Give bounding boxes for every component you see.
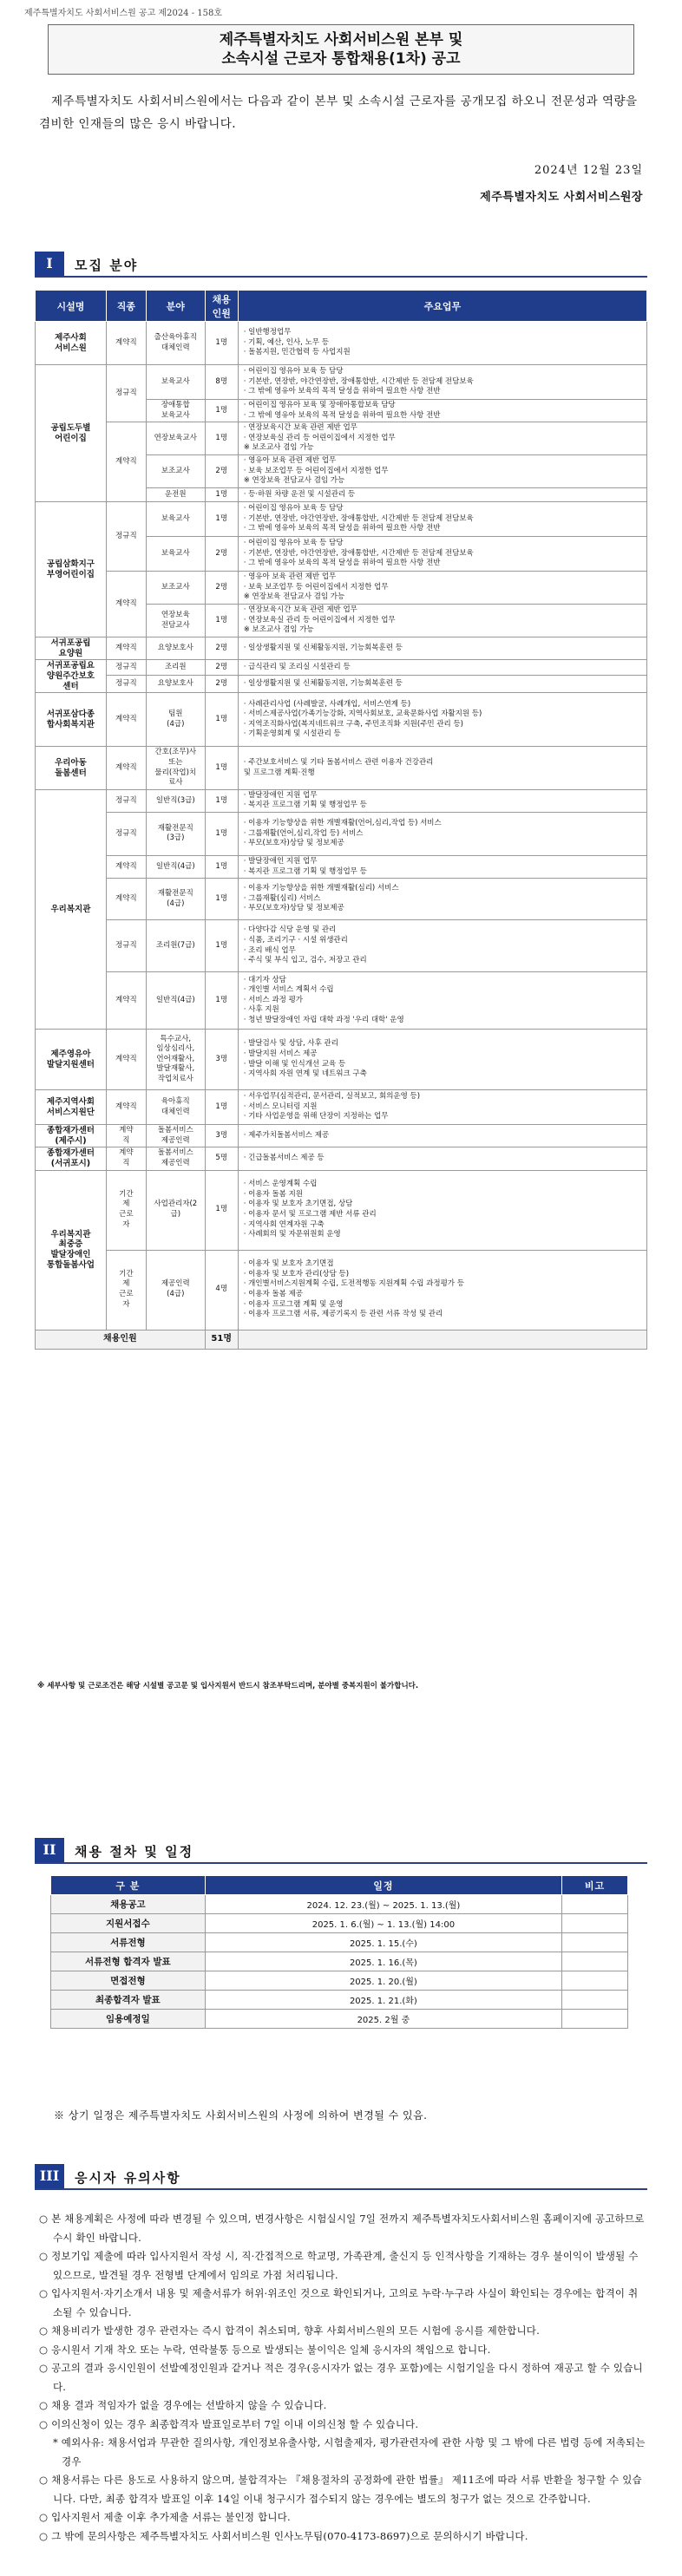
job-count-cell: 2명: [205, 660, 238, 676]
section-label: 응시자 유의사항: [75, 2170, 181, 2186]
job-field-cell: 일반직(4급): [146, 972, 205, 1030]
job-duty-cell: · 발달장애인 지원 업무 · 복지관 프로그램 기획 및 행정업무 등: [238, 789, 646, 812]
header-count: 채용 인원: [205, 291, 238, 322]
facility-cell: 종합재가센터 (서귀포시): [36, 1147, 107, 1170]
schedule-label: 최종합격자 발표: [51, 1991, 206, 2010]
job-field-cell: 돌봄서비스 제공인력: [146, 1125, 205, 1147]
facility-cell: 우리복지관: [36, 789, 107, 1029]
table-row: [36, 676, 647, 693]
job-duty-cell: · 서비스 운영계획 수립 · 이용자 돌봄 지원 · 이용자 및 보호자 초기면접, 상담 · 이용자 문서 및 프로그램 제반 서류 관리 · 지역사회 연계자원 구축 · 사례회의 및 자문위원회 운영: [238, 1170, 646, 1250]
list-item: ○ 응시원서 기재 착오 또는 누락, 연락불통 등으로 발생되는 불이익은 일체 응시자의 책임으로 합니다.: [39, 2343, 491, 2356]
job-count-cell: 3명: [205, 1125, 238, 1147]
job-count-cell: 1명: [205, 488, 238, 502]
list-item: ○ 입사지원서 제출 이후 추가제출 서류는 불인정 합니다.: [39, 2511, 291, 2523]
schedule-note: ※ 상기 일정은 제주특별자치도 사회서비스원의 사정에 의하여 변경될 수 있음.: [54, 2109, 428, 2122]
table-row: [36, 812, 647, 855]
table-row: [36, 572, 647, 605]
table-row: [51, 1991, 628, 2010]
table-row: [51, 1933, 628, 1952]
table-row: [36, 660, 647, 676]
job-field-cell: 보조교사: [146, 455, 205, 488]
list-item: ○ 정보기입 제출에 따라 입사지원서 작성 시, 직·간접적으로 학교명, 가족관계, 출신지 등 인적사항을 기재하는 경우 불이익이 발생될 수 있으므로, 발견될 경우 전형별 단계에서 임의로 가점 처리됩니다.: [39, 2250, 639, 2281]
facility-cell: 공립삼화지구 부영어린이집: [36, 502, 107, 637]
job-type-cell: 정규직: [106, 920, 146, 972]
job-field-cell: 연장보육교사: [146, 422, 205, 455]
job-duty-cell: · 일상생활지원 및 신체활동지원, 기능회복훈련 등: [238, 637, 646, 660]
table-row: [36, 855, 647, 878]
job-type-cell: 계약직: [106, 637, 146, 660]
table-row: [36, 365, 647, 400]
list-item: * 예외사유: 채용서업과 무관한 질의사항, 개인정보유출사항, 시험출제자, 평가관련자에 관한 사항 및 그 밖에 다른 법령 등에 저촉되는 경우: [53, 2436, 646, 2468]
job-field-cell: 특수교사, 임상심리사, 언어재활사, 발달재활사, 작업치료사: [146, 1030, 205, 1090]
job-type-cell: 계약직: [106, 422, 146, 502]
table-row: [51, 2010, 628, 2029]
schedule-value: 2025. 1. 15.(수): [205, 1933, 561, 1952]
job-field-cell: 보육교사: [146, 537, 205, 572]
job-field-cell: 일반직(4급): [146, 855, 205, 878]
job-count-cell: 4명: [205, 1250, 238, 1330]
job-count-cell: 2명: [205, 676, 238, 693]
job-count-cell: 2명: [205, 637, 238, 660]
job-count-cell: 1명: [205, 972, 238, 1030]
job-field-cell: 연장보육 전담교사: [146, 605, 205, 637]
job-field-cell: 조리원(7급): [146, 920, 205, 972]
section-heading-schedule: [35, 1838, 647, 1864]
job-count-cell: 1명: [205, 502, 238, 537]
schedule-label: 지원서접수: [51, 1914, 206, 1933]
job-field-cell: 조리원: [146, 660, 205, 676]
table-row: [36, 502, 647, 537]
job-count-cell: 1명: [205, 422, 238, 455]
schedule-remark: [562, 1933, 628, 1952]
job-count-cell: 1명: [205, 920, 238, 972]
total-empty: [238, 1330, 646, 1349]
job-count-cell: 1명: [205, 879, 238, 920]
job-duty-cell: · 발달장애인 지원 업무 · 복지관 프로그램 기획 및 행정업무 등: [238, 855, 646, 878]
schedule-label: 면접전형: [51, 1971, 206, 1991]
table-row: [36, 1170, 647, 1250]
section-number: I: [35, 252, 64, 276]
schedule-label: 채용공고: [51, 1895, 206, 1914]
facility-cell: 종합재가센터 (제주시): [36, 1125, 107, 1147]
job-type-cell: 계약직: [106, 693, 146, 747]
table-row: [36, 1090, 647, 1125]
job-type-cell: 정규직: [106, 789, 146, 812]
schedule-remark: [562, 2010, 628, 2029]
job-field-cell: 보조교사: [146, 572, 205, 605]
job-count-cell: 1명: [205, 747, 238, 789]
table-row: [51, 1914, 628, 1933]
schedule-value: 2024. 12. 23.(월) ~ 2025. 1. 13.(월): [205, 1895, 561, 1914]
table-row: [36, 693, 647, 747]
facility-cell: 우리아동 돌봄센터: [36, 747, 107, 789]
announcement-title-box: [48, 24, 634, 75]
header-facility: 시설명: [36, 291, 107, 322]
schedule-label: 서류전형 합격자 발표: [51, 1952, 206, 1971]
job-field-cell: 운전원: [146, 488, 205, 502]
job-field-cell: 사업관리자(2 급): [146, 1170, 205, 1250]
job-duty-cell: · 서우업무(심적관리, 문서관리, 실적보고, 회의운영 등) · 서비스 모니터링 지원 · 기타 사업운영을 위해 단장이 지정하는 업무: [238, 1090, 646, 1125]
job-count-cell: 1명: [205, 400, 238, 422]
job-duty-cell: · 사례관리사업 (사례발굴, 사례개입, 서비스연계 등) · 서비스제공사업(가족기능강화, 지역사회보호, 교육문화사업 자활지원 등) · 지역조직화사업(복지네트워크 구축, 주민조직화 지원(주민 관리 등) · 기획운영회계 및 시설관리 등: [238, 693, 646, 747]
table-row: [36, 322, 647, 365]
job-type-cell: 정규직: [106, 365, 146, 422]
job-count-cell: 3명: [205, 1030, 238, 1090]
list-item: ○ 본 채용계획은 사정에 따라 변경될 수 있으며, 변경사항은 시험실시일 7일 전까지 제주특별자치도사회서비스원 홈페이지에 공고하므로 수시 확인 바랍니다.: [39, 2213, 645, 2244]
job-field-cell: 요양보호사: [146, 637, 205, 660]
job-type-cell: 계약직: [106, 879, 146, 920]
job-type-cell: 정규직: [106, 676, 146, 693]
table-row: [36, 1147, 647, 1170]
section-heading-recruitment: [35, 252, 647, 278]
job-type-cell: 계약 직: [106, 1147, 146, 1170]
job-duty-cell: · 등·하원 차량 운전 및 시설관리 등: [238, 488, 646, 502]
facility-cell: 공립도두별 어린이집: [36, 365, 107, 502]
table-row: [36, 789, 647, 812]
job-duty-cell: · 연장보육시간 보육 관련 제반 업무 · 연장보육실 관리 등 어린이집에서 지정한 업무 ※ 보조교사 겸임 가능: [238, 605, 646, 637]
job-type-cell: 계약직: [106, 855, 146, 878]
table-row: [51, 1895, 628, 1914]
total-value: 51명: [205, 1330, 238, 1349]
schedule-value: 2025. 1. 20.(월): [205, 1971, 561, 1991]
schedule-remark: [562, 1971, 628, 1991]
job-duty-cell: · 급식관리 및 조리실 시설관리 등: [238, 660, 646, 676]
job-duty-cell: · 주간보호서비스 및 기타 돌봄서비스 관련 이용자 건강관리 및 프로그램 계획·진행: [238, 747, 646, 789]
job-type-cell: 기간 제 근로 자: [106, 1250, 146, 1330]
job-count-cell: 2명: [205, 572, 238, 605]
job-count-cell: 8명: [205, 365, 238, 400]
job-type-cell: 계약직: [106, 322, 146, 365]
header-schedule: 일정: [205, 1876, 561, 1895]
notice-list: [39, 2210, 646, 2546]
schedule-label: 서류전형: [51, 1933, 206, 1952]
job-field-cell: 육아휴직 대체인력: [146, 1090, 205, 1125]
job-duty-cell: · 대기자 상담 · 개인별 서비스 계획서 수립 · 서비스 과정 평가 · 사후 지원 · 청년 발달장애인 자립 대학 과정 '우리 대학' 운영: [238, 972, 646, 1030]
document-number: 제주특별자치도 사회서비스원 공고 제2024 - 158호: [24, 9, 223, 18]
job-type-cell: 계약직: [106, 1030, 146, 1090]
job-field-cell: 팀원 (4급): [146, 693, 205, 747]
job-duty-cell: · 어린이집 영유아 보육 등 담당 · 기본반, 연장반, 야간연장반, 장애통합반, 시간제반 등 전담제 전담보육 · 그 밖에 영유아 보육의 목적 달성을 위하여 필요한 사항 전반: [238, 365, 646, 400]
table-row: [36, 747, 647, 789]
job-duty-cell: · 일상생활지원 및 신체활동지원, 기능회복훈련 등: [238, 676, 646, 693]
job-type-cell: 계약 직: [106, 1125, 146, 1147]
facility-cell: 제주영유아 발달지원센터: [36, 1030, 107, 1090]
schedule-remark: [562, 1895, 628, 1914]
facility-cell: 제주지역사회 서비스지원단: [36, 1090, 107, 1125]
list-item: ○ 채용서류는 다른 용도로 사용하지 않으며, 불합격자는 『채용절차의 공정화에 관한 법률』 제11조에 따라 서류 반환을 청구할 수 있습니다. 다만, 최종 합격자 발표일 이후 14일 이내 청구시가 접수되지 않는 경우에는 별도의 청구가 없는 것으로 간주합니다.: [39, 2474, 642, 2505]
list-item: ○ 입사지원서·자기소개서 내용 및 제출서류가 허위·위조인 것으로 확인되거나, 고의로 누락·누구라 사실이 확인되는 경우에는 합격이 취소될 수 있습니다.: [39, 2287, 639, 2318]
table-row: [36, 1250, 647, 1330]
job-duty-cell: · 일반행정업무 · 기획, 예산, 인사, 노무 등 · 돌봄지원, 민간협력 등 사업지원: [238, 322, 646, 365]
list-item: ○ 채용 결과 적임자가 없을 경우에는 선발하지 않을 수 있습니다.: [39, 2399, 327, 2411]
job-duty-cell: · 이용자 기능향상을 위한 개별재활(심리) 서비스 · 그룹재활(심리) 서비스 · 부모(보호자)상담 및 정보제공: [238, 879, 646, 920]
job-type-cell: 계약직: [106, 1090, 146, 1125]
table-row: [36, 422, 647, 455]
job-field-cell: 요양보호사: [146, 676, 205, 693]
recruitment-note: ※ 세부사항 및 근로조건은 해당 시설별 공고문 및 입사지원서 반드시 참조부탁드리며, 분야별 중복지원이 불가합니다.: [37, 1682, 419, 1690]
recruitment-table: [35, 290, 647, 1350]
job-duty-cell: · 이용자 기능향상을 위한 개별재활(언어,심리,작업 등) 서비스 · 그룹재활(언어,심리,작업 등) 서비스 · 부모(보호자)상담 및 정보제공: [238, 812, 646, 855]
issuer-name: 제주특별자치도 사회서비스원장: [480, 191, 643, 204]
job-duty-cell: · 긴급돌봄서비스 제공 등: [238, 1147, 646, 1170]
schedule-value: 2025. 1. 16.(목): [205, 1952, 561, 1971]
schedule-remark: [562, 1991, 628, 2010]
table-row: [36, 972, 647, 1030]
schedule-value: 2025. 1. 21.(화): [205, 1991, 561, 2010]
job-type-cell: 정규직: [106, 660, 146, 676]
job-field-cell: 재활전문직 (4급): [146, 879, 205, 920]
intro-paragraph: 제주특별자치도 사회서비스원에서는 다음과 같이 본부 및 소속시설 근로자를 공개모집 하오니 전문성과 역량을 겸비한 인재들의 많은 응시 바랍니다.: [39, 95, 638, 131]
schedule-remark: [562, 1914, 628, 1933]
list-item: ○ 공고의 결과 응시인원이 선발예정인원과 같거나 적은 경우(응시자가 없는 경우 포함)에는 시험기일을 다시 정하여 재공고 할 수 있습니다.: [39, 2362, 643, 2393]
job-type-cell: 기간 제 근로 자: [106, 1170, 146, 1250]
facility-cell: 우리복지관 최중증 발달장애인 통합돌봄사업: [36, 1170, 107, 1330]
job-count-cell: 1명: [205, 605, 238, 637]
job-count-cell: 1명: [205, 1090, 238, 1125]
job-duty-cell: · 이용자 및 보호자 초기면접 · 이용자 및 보호자 관리(상담 등) · 개인별서비스지원계획 수립, 도전적행동 지원계획 수립 과정평가 등 · 이용자 돌봄 제공 · 이용자 프로그램 계획 및 운영 · 이용자 프로그램 서류, 제공기록지 등 관련 서류 작성 및 관리: [238, 1250, 646, 1330]
job-duty-cell: · 어린이집 영유아 보육 등 담당 · 기본반, 연장반, 야간연장반, 장애통합반, 시간제반 등 전담제 전담보육 · 그 밖에 영유아 보육의 목적 달성을 위하여 필요한 사항 전반: [238, 537, 646, 572]
section-label: 채용 절차 및 일정: [75, 1844, 194, 1860]
job-duty-cell: · 어린이집 영유아 보육 및 장애아통합보육 담당 · 그 밖에 영유아 보육의 목적 달성을 위하여 필요한 사항 전반: [238, 400, 646, 422]
header-field: 분야: [146, 291, 205, 322]
section-heading-notices: [35, 2164, 647, 2190]
header-remarks: 비고: [562, 1876, 628, 1895]
total-label: 채용인원: [36, 1330, 206, 1349]
list-item: ○ 채용비리가 발생한 경우 관련자는 즉시 합격이 취소되며, 향후 사회서비스원의 모든 시험에 응시를 제한합니다.: [39, 2324, 540, 2337]
facility-cell: 서귀포공립 요양원: [36, 637, 107, 660]
facility-cell: 서귀포삼다종 합사회복지관: [36, 693, 107, 747]
announcement-date: 2024년 12월 23일: [534, 164, 643, 177]
table-row: [51, 1971, 628, 1991]
table-row: [36, 637, 647, 660]
job-field-cell: 돌봄서비스 제공인력: [146, 1147, 205, 1170]
section-number: III: [35, 2164, 64, 2188]
job-duty-cell: · 발달검사 및 상담, 사후 관리 · 발달지원 서비스 제공 · 발달 이해 및 인식개선 교육 등 · 지역사회 자원 연계 및 네트워크 구축: [238, 1030, 646, 1090]
table-row: [36, 879, 647, 920]
job-count-cell: 2명: [205, 455, 238, 488]
job-count-cell: 1명: [205, 855, 238, 878]
facility-cell: 제주사회 서비스원: [36, 322, 107, 365]
schedule-value: 2025. 2월 중: [205, 2010, 561, 2029]
job-type-cell: 계약직: [106, 972, 146, 1030]
section-label: 모집 분야: [75, 258, 139, 273]
section-number: II: [35, 1838, 64, 1862]
job-count-cell: 1명: [205, 789, 238, 812]
list-item: ○ 이의신청이 있는 경우 최종합격자 발표일로부터 7일 이내 이의신청 할 수 있습니다.: [39, 2417, 419, 2430]
job-type-cell: 정규직: [106, 502, 146, 572]
job-field-cell: 제공인력 (4급): [146, 1250, 205, 1330]
table-row: [51, 1952, 628, 1971]
job-field-cell: 간호(조무)사 또는 물리(작업)치 료사: [146, 747, 205, 789]
header-duties: 주요업무: [238, 291, 646, 322]
facility-cell: 서귀포공립요 양원주간보호 센터: [36, 660, 107, 693]
table-row: [36, 1030, 647, 1090]
job-count-cell: 2명: [205, 537, 238, 572]
header-type: 직종: [106, 291, 146, 322]
table-row: [36, 1125, 647, 1147]
job-duty-cell: · 제주가치돌봄서비스 제공: [238, 1125, 646, 1147]
job-type-cell: 계약직: [106, 572, 146, 637]
job-count-cell: 1명: [205, 322, 238, 365]
schedule-label: 임용예정일: [51, 2010, 206, 2029]
job-field-cell: 출산육아휴직 대체인력: [146, 322, 205, 365]
job-count-cell: 1명: [205, 693, 238, 747]
title-line-1: 제주특별자치도 사회서비스원 본부 및: [219, 31, 463, 49]
schedule-table: [50, 1875, 628, 2029]
job-field-cell: 보육교사: [146, 502, 205, 537]
table-row: [36, 920, 647, 972]
job-count-cell: 5명: [205, 1147, 238, 1170]
job-type-cell: 정규직: [106, 812, 146, 855]
job-count-cell: 1명: [205, 1170, 238, 1250]
job-field-cell: 보육교사: [146, 365, 205, 400]
title-line-2: 소속시설 근로자 통합채용(1차) 공고: [221, 50, 461, 68]
schedule-value: 2025. 1. 6.(월) ~ 1. 13.(월) 14:00: [205, 1914, 561, 1933]
list-item: ○ 그 밖에 문의사항은 제주특별자치도 사회서비스원 인사노무팀(070-4173-8697)으로 문의하시기 바랍니다.: [39, 2529, 528, 2542]
job-type-cell: 계약직: [106, 747, 146, 789]
job-field-cell: 장애통합 보육교사: [146, 400, 205, 422]
job-duty-cell: · 다양다감 식당 운영 및 관리 · 식품, 조리기구 · 시설 위생관리 · 조리 배식 업무 · 주식 및 부식 입고, 검수, 저장고 관리: [238, 920, 646, 972]
job-count-cell: 1명: [205, 812, 238, 855]
job-duty-cell: · 연장보육시간 보육 관련 제반 업무 · 연장보육실 관리 등 어린이집에서 지정한 업무 ※ 보조교사 겸임 가능: [238, 422, 646, 455]
table-total-row: [36, 1330, 647, 1349]
job-field-cell: 일반직(3급): [146, 789, 205, 812]
schedule-remark: [562, 1952, 628, 1971]
job-field-cell: 재활전문직 (3급): [146, 812, 205, 855]
job-duty-cell: · 어린이집 영유아 보육 등 담당 · 기본반, 연장반, 야간연장반, 장애통합반, 시간제반 등 전담제 전담보육 · 그 밖에 영유아 보육의 목적 달성을 위하여 필요한 사항 전반: [238, 502, 646, 537]
job-duty-cell: · 영유아 보육 관련 제반 업무 · 보육 보조업무 등 어린이집에서 지정한 업무 ※ 연장보육 전담교사 겸임 가능: [238, 455, 646, 488]
job-duty-cell: · 영유아 보육 관련 제반 업무 · 보육 보조업무 등 어린이집에서 지정한 업무 ※ 연장보육 전담교사 겸임 가능: [238, 572, 646, 605]
header-category: 구 분: [51, 1876, 206, 1895]
